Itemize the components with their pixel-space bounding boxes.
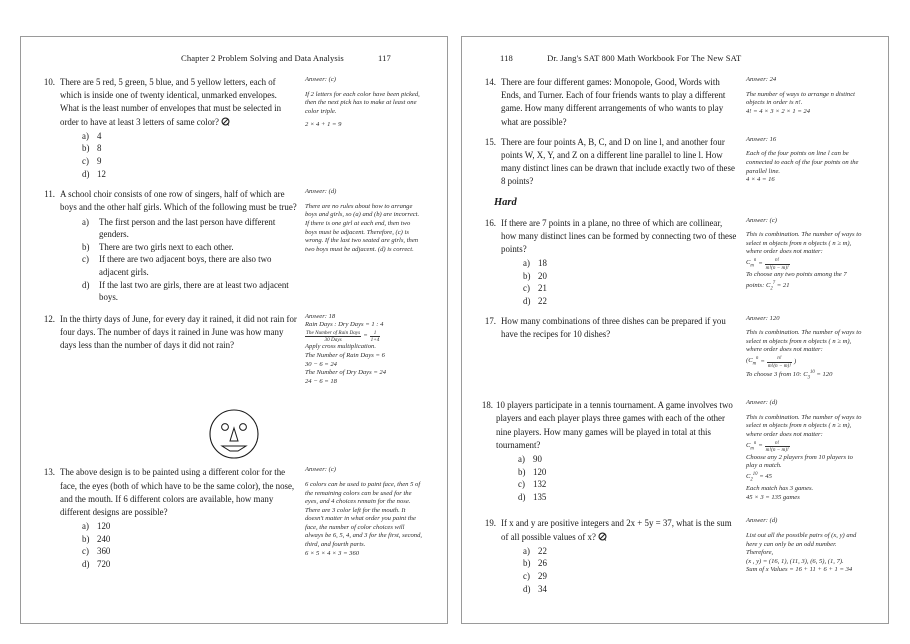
- answer-label: Answer: 120: [746, 314, 780, 322]
- step-text: To choose any two points among the 7 points:: [746, 271, 847, 289]
- choice-label: a): [518, 453, 525, 464]
- choice-text: 132: [533, 479, 547, 490]
- formula-subscript: m: [752, 361, 757, 367]
- question-number: 15.: [484, 136, 496, 147]
- equals-sign: =: [760, 357, 765, 365]
- question-body: [60, 466, 297, 570]
- answer-explanation: List out all the possible pairs of (x, y) and here y can only be an odd number. Therefore,: [746, 531, 857, 557]
- step-result: = 21: [776, 281, 790, 289]
- left-page: [20, 36, 448, 624]
- choice-text: If there are two adjacent boys, there are also two adjacent girls.: [99, 254, 272, 277]
- answer-step: The Number of Dry Days = 24: [305, 369, 387, 377]
- question-main: [35, 313, 297, 353]
- choice-text: 12: [97, 168, 106, 179]
- answer-label: Answer: (c): [305, 76, 336, 83]
- choice-item[interactable]: [501, 557, 738, 570]
- right-page-content: [462, 37, 888, 623]
- formula-superscript: n: [753, 258, 757, 263]
- answer-note: [746, 315, 864, 384]
- choice-text: 240: [97, 533, 111, 544]
- combination-formula: [746, 355, 796, 369]
- no-cursor-icon: [221, 117, 230, 126]
- face-figure: [35, 408, 433, 460]
- formula-fraction: [767, 355, 792, 368]
- fraction-denominator: m!(n − m)!: [767, 362, 791, 369]
- fraction-numerator: n!: [765, 257, 790, 264]
- choice-item[interactable]: [60, 241, 297, 254]
- answer-calculation: 4 × 4 = 16: [746, 176, 775, 184]
- choice-label: a): [523, 545, 530, 556]
- choice-list: [60, 130, 297, 180]
- question-number: 11.: [44, 189, 55, 200]
- question-text: There are four different games: Monopole, Good, Words with Ends, and Turner. Each of four friends wants to play a different game. How many different arrangements of who wants to play what are possible?: [501, 77, 726, 127]
- step-result: = 120: [816, 371, 833, 379]
- choice-text: 20: [538, 270, 547, 281]
- choice-label: b): [82, 143, 90, 154]
- answer-calculation: 6 × 5 × 4 × 3 = 360: [305, 549, 360, 557]
- question-body: [60, 188, 297, 304]
- question-body: [501, 136, 738, 189]
- answer-calculation: 4! = 4 × 3 × 2 × 1 = 24: [746, 107, 811, 115]
- answer-step: [746, 271, 864, 294]
- choice-label: b): [82, 533, 90, 544]
- choice-label: a): [82, 521, 89, 532]
- formula-subscript: 3: [807, 375, 810, 381]
- choice-text: 21: [538, 283, 547, 294]
- answer-label: Answer: (d): [305, 188, 337, 196]
- fraction-numerator: n!: [765, 440, 790, 447]
- choice-list: [501, 545, 738, 595]
- question-block: [35, 188, 433, 304]
- step-result: = 45: [759, 473, 772, 481]
- question-block: [35, 466, 433, 570]
- choice-label: c): [518, 479, 525, 490]
- formula-subscript: m: [750, 263, 754, 269]
- answer-pairs: (x , y) = (16, 1), (11, 3), (6, 5), (1, 7).: [746, 557, 844, 565]
- answer-step: 45 × 3 = 135 games: [746, 493, 800, 501]
- question-text: There are four points A, B, C, and D on line l, and another four points W, X, Y, and Z on a different line parallel to line l. How many distinct lines can be drawn that include exactly two of these 8 points?: [501, 136, 735, 187]
- answer-note: [746, 136, 864, 185]
- answer-explanation: [746, 414, 864, 454]
- closing-paren: ): [793, 357, 797, 365]
- answer-step: The Number of Rain Days = 6: [305, 351, 385, 359]
- choice-text: 4: [97, 130, 102, 141]
- formula-superscript: 10: [752, 471, 758, 477]
- answer-note: [305, 466, 423, 558]
- choice-item[interactable]: [496, 453, 738, 466]
- right-page: [461, 36, 889, 624]
- answer-label: Answer: (d): [746, 399, 778, 407]
- choice-text: The first person and the last person have different genders.: [99, 216, 276, 240]
- formula-subscript: m: [750, 446, 754, 452]
- question-main: [476, 517, 738, 595]
- question-main: [35, 76, 297, 180]
- choice-text: 22: [538, 296, 547, 307]
- formula-superscript: n: [753, 440, 757, 446]
- formula-superscript: n: [756, 355, 759, 361]
- choice-item[interactable]: [60, 142, 297, 155]
- choice-text: 120: [533, 466, 547, 477]
- choice-list: [501, 257, 738, 307]
- answer-sum: Sum of x Values = 16 + 11 + 6 + 1 = 34: [746, 566, 853, 574]
- question-main: [476, 315, 738, 341]
- choice-label: a): [82, 130, 89, 141]
- choice-item[interactable]: [501, 282, 738, 295]
- question-number: 14.: [484, 77, 496, 87]
- explanation-text: This is combination. The number of ways to select m objects from n objects ( n ≥ m), where order does not matter:: [746, 329, 862, 354]
- question-text: If x and y are positive integers and 2x + 5y = 37, what is the sum of all possible values of x?: [501, 518, 732, 542]
- question-body: [496, 399, 738, 503]
- left-page-content: [21, 37, 447, 623]
- fraction-denominator: m!(n − m)!: [765, 264, 789, 271]
- question-main: [476, 399, 738, 503]
- question-number: 18.: [481, 400, 493, 411]
- combination-formula: [746, 257, 790, 271]
- choice-label: d): [82, 279, 90, 290]
- choice-label: a): [523, 258, 530, 269]
- question-block: [35, 76, 433, 180]
- answer-step: 24 − 6 = 18: [305, 377, 337, 385]
- fraction-equation: [305, 330, 423, 343]
- choice-item[interactable]: [60, 520, 297, 533]
- choice-text: 720: [97, 558, 111, 569]
- answer-note: [746, 76, 864, 116]
- formula-fraction: [765, 257, 790, 270]
- choice-label: c): [523, 570, 530, 581]
- answer-note: [746, 517, 864, 575]
- choice-text: If the last two are girls, there are at least two adjacent boys.: [99, 279, 289, 303]
- question-body: [501, 217, 738, 308]
- question-block: [476, 136, 874, 189]
- fraction-denominator: 30 Days: [324, 337, 342, 344]
- choice-item[interactable]: [60, 155, 297, 168]
- question-number: 19.: [484, 518, 496, 529]
- choice-item[interactable]: [501, 545, 738, 558]
- choice-label: c): [82, 546, 89, 557]
- question-text: A school choir consists of one row of singers, half of which are boys and the other half girls. Which of the following must be true?: [60, 189, 297, 213]
- answer-explanation: There are no rules about how to arrange boys and girls, so (a) and (b) are incorrect.: [305, 202, 420, 219]
- choice-label: b): [523, 270, 531, 281]
- choice-label: c): [82, 254, 89, 265]
- question-number: 13.: [43, 467, 55, 478]
- formula-c: C: [746, 259, 751, 267]
- question-text: If there are 7 points in a plane, no three of which are collinear, how many distinct lines can be formed by connecting two of these points?: [501, 217, 737, 255]
- fraction-numerator: 1: [370, 330, 381, 337]
- formula-subscript: 2: [750, 477, 753, 483]
- question-number: 16.: [484, 217, 496, 228]
- question-body: [501, 76, 738, 129]
- question-block: [476, 217, 874, 308]
- question-main: [476, 217, 738, 308]
- question-block: [476, 315, 874, 384]
- question-block: [35, 313, 433, 387]
- choice-label: b): [82, 241, 90, 252]
- question-block: [476, 399, 874, 503]
- choice-text: 22: [538, 545, 547, 556]
- equals-sign: =: [758, 259, 763, 267]
- chapter-title: Chapter 2 Problem Solving and Data Analysis: [181, 53, 344, 63]
- answer-step: [746, 369, 864, 383]
- choice-label: d): [82, 168, 90, 179]
- choice-text: 90: [533, 453, 542, 464]
- question-number: 10.: [43, 77, 55, 87]
- choice-item[interactable]: [60, 558, 297, 571]
- left-page-number: 117: [378, 53, 391, 63]
- question-body: [501, 517, 738, 595]
- answer-note: [746, 217, 864, 294]
- choice-text: 29: [538, 570, 547, 581]
- choice-list: [60, 520, 297, 570]
- choice-item[interactable]: [60, 216, 297, 241]
- answer-note: [305, 313, 423, 387]
- answer-explanation: [746, 329, 864, 369]
- step-text: To choose 3 from 10:: [746, 371, 802, 379]
- choice-item[interactable]: [501, 295, 738, 308]
- choice-label: c): [82, 156, 89, 166]
- choice-label: b): [523, 558, 531, 569]
- question-number: 17.: [484, 315, 496, 326]
- answer-step: [746, 471, 864, 485]
- choice-item[interactable]: [60, 533, 297, 546]
- question-body: [501, 315, 738, 341]
- question-text: In the thirty days of June, for every day it rained, it did not rain for four days. The number of days it rained in June was how many days less than the number of days it did not rain?: [60, 313, 297, 351]
- formula-symbol: [746, 257, 756, 271]
- answer-label: Answer: 16: [746, 135, 777, 143]
- answer-step: 30 − 6 = 24: [305, 360, 337, 368]
- question-text: 10 players participate in a tennis tournament. A game involves two players and each player plays three games with each of the other nine players. How many games will be played in total at this tournament?: [496, 400, 733, 450]
- answer-label: Answer: (d): [746, 517, 778, 525]
- choice-item[interactable]: [501, 583, 738, 596]
- explanation-text: This is combination. The number of ways to select m objects from n objects ( n ≥ m), where order does not matter:: [746, 413, 862, 438]
- choice-item[interactable]: [501, 270, 738, 283]
- answer-step: Choose any 2 players from 10 players to play a match.: [746, 453, 853, 470]
- question-main: [35, 466, 297, 570]
- fraction-left: [305, 330, 361, 343]
- choice-text: 9: [97, 156, 102, 166]
- answer-note: [305, 188, 423, 254]
- section-heading: Hard: [494, 196, 517, 208]
- choice-text: There are two girls next to each other.: [99, 241, 234, 252]
- question-text: The above design is to be painted using a different color for the face, the eyes (both of which have to be the same color), the nose, and the mouth. If 6 different colors are available, how many different designs are possible?: [60, 467, 295, 517]
- choice-label: d): [518, 491, 526, 502]
- choice-label: d): [82, 558, 90, 569]
- choice-label: b): [518, 466, 526, 477]
- question-body: [60, 76, 297, 180]
- choice-item[interactable]: [501, 257, 738, 270]
- choice-label: d): [523, 583, 531, 594]
- choice-text: 18: [538, 258, 547, 269]
- formula-symbol: $C_3^{10}$: [803, 370, 815, 381]
- fraction-denominator: m!(n − m)!: [765, 447, 789, 454]
- question-main: [35, 188, 297, 304]
- choice-item[interactable]: [60, 279, 297, 304]
- answer-explanation: Each of the four points on line l can be connected to each of the four points on the parallel line.: [746, 150, 859, 175]
- answer-calculation: 2 × 4 + 1 = 9: [305, 121, 342, 129]
- equals-sign: =: [363, 332, 368, 340]
- answer-note: [305, 76, 423, 130]
- equals-sign: =: [758, 442, 763, 450]
- choice-item[interactable]: [501, 570, 738, 583]
- answer-step: Apply cross multiplication.: [305, 343, 376, 351]
- formula-symbol: $C_m^n$: [746, 440, 757, 452]
- answer-label: Answer: (c): [746, 216, 777, 224]
- right-page-header: [476, 53, 874, 67]
- fraction-numerator: n!: [767, 355, 792, 362]
- answer-explanation: [746, 231, 864, 271]
- choice-text: 120: [97, 521, 111, 532]
- book-title: Dr. Jang's SAT 800 Math Workbook For The New SAT: [547, 53, 742, 63]
- answer-explanation: 6 colors can be used to paint face, then 5 of the remaining colors can be used for the eyes, and 4 choices remain for the nose. There are 3 color left for the mouth. It doesn't matter in what order you paint the face, the number of color choices will always be 6, 5, 4, and 3 for the first, second, third, and fourth parts.: [305, 480, 423, 549]
- answer-note: [746, 399, 864, 502]
- choice-text: 34: [538, 583, 547, 594]
- answer-label: Answer: 18: [305, 312, 336, 320]
- question-block: [476, 517, 874, 595]
- choice-label: c): [523, 283, 530, 294]
- formula-symbol: ($C_m^n$: [746, 355, 759, 367]
- answer-label: Answer: 24: [746, 76, 777, 83]
- question-text: How many combinations of three dishes can be prepared if you have the recipes for 10 dishes?: [501, 315, 726, 339]
- choice-list: [60, 216, 297, 304]
- fraction-right: [370, 330, 381, 343]
- right-page-number: 118: [500, 53, 513, 63]
- ratio-line: Rain Days : Dry Days = 1 : 4: [305, 321, 384, 329]
- answer-step: Each match has 3 games.: [746, 484, 814, 492]
- choice-text: 8: [97, 143, 102, 154]
- choice-list: [496, 453, 738, 503]
- answer-label: Answer: (c): [305, 466, 336, 474]
- choice-item[interactable]: [496, 478, 738, 491]
- choice-text: 360: [97, 546, 111, 557]
- formula-superscript: 7: [772, 280, 776, 286]
- formula-symbol: $C_2^{10}$: [746, 471, 758, 483]
- answer-explanation: The number of ways to arrange n distinct objects in order is n!.: [746, 90, 855, 107]
- formula-symbol: $C_2^7$: [765, 280, 776, 292]
- explanation-text: This is combination. The number of ways to select m objects from n objects ( n ≥ m), where order does not matter:: [746, 231, 862, 256]
- face-drawing: [208, 408, 260, 460]
- question-main: [476, 76, 738, 129]
- choice-item[interactable]: [60, 253, 297, 278]
- choice-text: 26: [538, 558, 547, 569]
- answer-explanation-cont: If there is one girl at each end, then two boys must be adjacent. Therefore, (c) is wrong. If the last two seated are girls, then two boys must be adjacent. (d) is correct.: [305, 219, 419, 253]
- choice-item[interactable]: [496, 491, 738, 504]
- formula-fraction: [765, 440, 790, 453]
- question-text: There are 5 red, 5 green, 5 blue, and 5 yellow letters, each of which is inside one of twenty identical, unmarked envelopes. What is the least number of envelopes that must be selected in order to have at least 3 letters of same color?: [60, 77, 282, 127]
- formula-subscript: 2: [770, 286, 773, 292]
- formula-superscript: 10: [810, 370, 815, 376]
- question-block: [476, 76, 874, 129]
- choice-item[interactable]: [60, 545, 297, 558]
- choice-item[interactable]: [496, 466, 738, 479]
- choice-label: a): [82, 216, 89, 227]
- choice-label: d): [523, 296, 531, 307]
- no-cursor-icon: [598, 532, 607, 541]
- question-number: 12.: [43, 313, 55, 324]
- fraction-numerator: The Number of Rain Days: [306, 329, 361, 336]
- choice-text: 135: [533, 491, 547, 502]
- combination-formula: [746, 440, 790, 454]
- fraction-denominator: 1+4: [370, 337, 380, 344]
- choice-item[interactable]: [60, 130, 297, 143]
- question-main: [476, 136, 738, 189]
- answer-explanation: If 2 letters for each color have been picked, then the next pick has to make at least one color triple.: [305, 90, 420, 115]
- question-body: [60, 313, 297, 353]
- left-page-header: [35, 53, 433, 67]
- choice-item[interactable]: [60, 168, 297, 181]
